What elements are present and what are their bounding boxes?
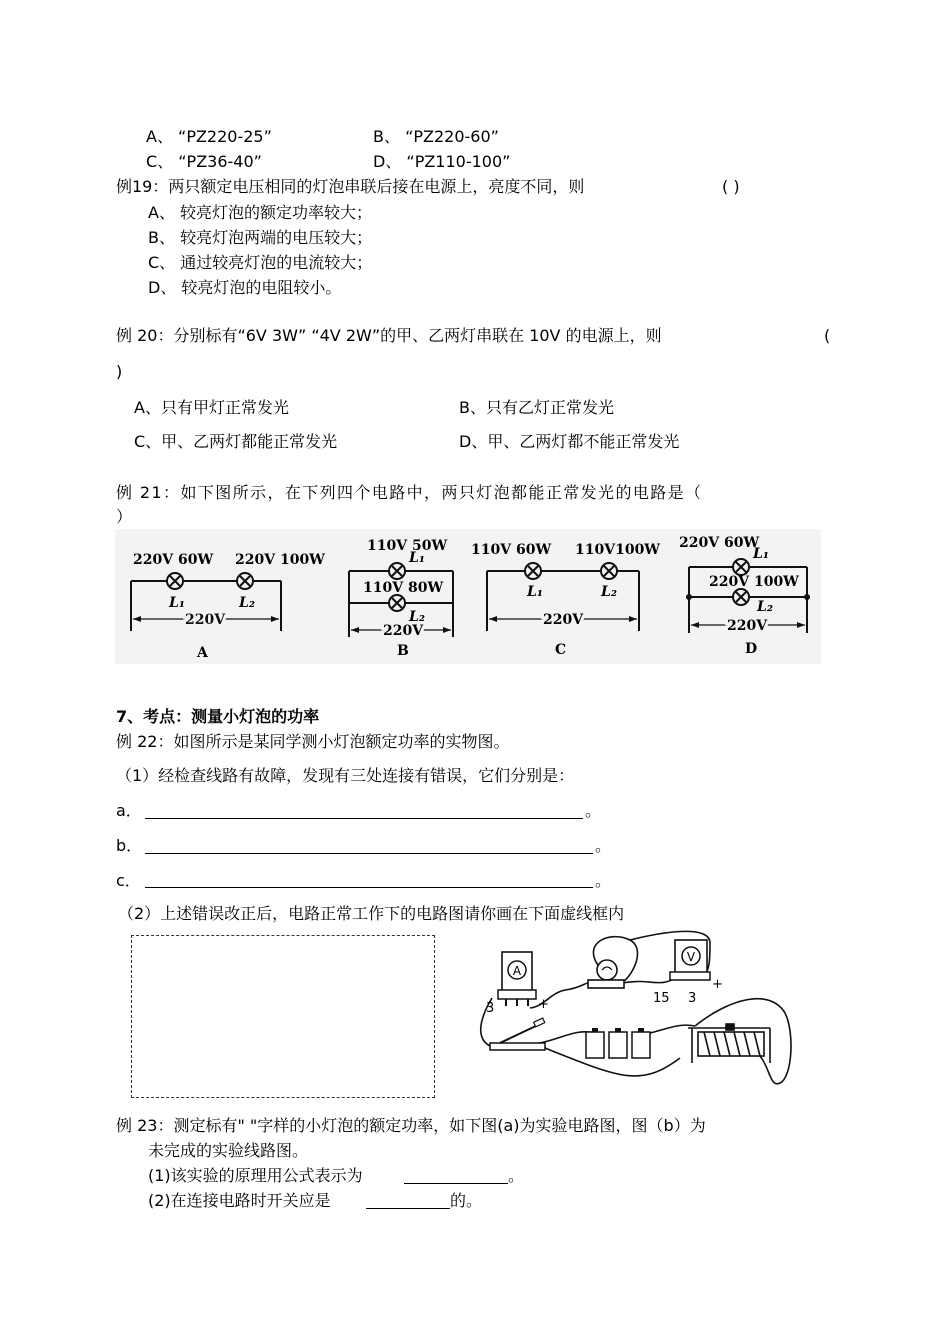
circuit-b-lamp2-rating: 110V 80W <box>363 580 444 596</box>
circuit-c-supply: 220V <box>543 612 584 628</box>
circuit-a-supply: 220V <box>185 612 226 628</box>
circuit-d-l1: L₁ <box>753 546 769 562</box>
q19-stem: 例19：两只额定电压相同的灯泡串联后接在电源上，亮度不同，则 <box>116 177 585 196</box>
circuit-c-l1: L₁ <box>527 584 543 600</box>
voltmeter-terminal-15: 15 <box>653 991 670 1006</box>
circuit-d-l2: L₂ <box>757 599 773 615</box>
q23-stem-line2: 未完成的实验线路图。 <box>148 1141 309 1160</box>
q18-option-a: A、 “PZ220-25” <box>146 127 272 146</box>
circuit-a-lamp1-rating: 220V 60W <box>133 552 214 568</box>
circuit-b-l1: L₁ <box>409 550 425 566</box>
section-7-title: 7、考点：测量小灯泡的功率 <box>116 707 320 726</box>
circuit-a-l1: L₁ <box>169 595 185 611</box>
circuit-d-supply: 220V <box>727 618 768 634</box>
q18-option-d: D、 “PZ110-100” <box>373 152 511 171</box>
circuit-a-l2: L₂ <box>239 595 255 611</box>
circuit-c-label: C <box>555 642 567 658</box>
q20-option-d: D、甲、乙两灯都不能正常发光 <box>459 432 680 451</box>
circuit-c-lamp2-rating: 110V100W <box>575 542 661 558</box>
q20-paren-open: ( <box>824 326 831 345</box>
voltmeter-terminal-3: 3 <box>688 991 697 1006</box>
q18-option-b: B、 “PZ220-60” <box>373 127 499 146</box>
circuit-c-lamp1-rating: 110V 60W <box>471 542 552 558</box>
q20-paren-close: ) <box>116 362 123 381</box>
voltmeter-label: V <box>686 950 696 964</box>
q22-part1: （1）经检查线路有故障，发现有三处连接有错误，它们分别是： <box>116 766 575 785</box>
ammeter-terminal-plus: + <box>538 997 549 1012</box>
q21-paren-close: ） <box>116 507 133 526</box>
battery-icon <box>586 1028 650 1058</box>
circuit-b-supply: 220V <box>383 623 424 639</box>
ammeter-label: A <box>512 964 522 978</box>
circuit-b-l2: L₂ <box>409 609 425 625</box>
q23-part2: (2)在连接电路时开关应是 <box>148 1191 331 1210</box>
bulb-icon <box>588 960 624 988</box>
q22-blank-c-period: 。 <box>595 871 612 890</box>
voltmeter-terminal-plus: + <box>712 977 723 992</box>
circuit-d-label: D <box>745 641 758 657</box>
q20-option-c: C、甲、乙两灯都能正常发光 <box>134 432 338 451</box>
q19-option-b: B、 较亮灯泡两端的电压较大； <box>148 228 373 247</box>
q23-part1-blank[interactable] <box>404 1183 508 1184</box>
q20-option-a: A、只有甲灯正常发光 <box>134 398 289 417</box>
q22-part2: （2）上述错误改正后，电路正常工作下的电路图请你画在下面虚线框内 <box>118 904 625 923</box>
q22-blank-c-line[interactable] <box>145 887 593 888</box>
q22-blank-a-line[interactable] <box>145 818 583 819</box>
q21-stem: 例 21：如下图所示，在下列四个电路中，两只灯泡都能正常发光的电路是（ <box>116 483 703 502</box>
circuit-d-lamp2-rating: 220V 100W <box>709 574 799 590</box>
q22-blank-c-label: c． <box>116 871 141 890</box>
q19-option-c: C、 通过较亮灯泡的电流较大； <box>148 253 373 272</box>
circuit-a-lamp2-rating: 220V 100W <box>235 552 325 568</box>
q23-stem-line1: 例 23：测定标有" "字样的小灯泡的额定功率，如下图(a)为实验电路图，图（b）为 <box>116 1116 706 1135</box>
q22-stem: 例 22：如图所示是某同学测小灯泡额定功率的实物图。 <box>116 732 510 751</box>
rheostat-icon <box>688 1024 770 1063</box>
q19-option-a: A、 较亮灯泡的额定功率较大； <box>148 203 373 222</box>
circuit-c-l2: L₂ <box>601 584 617 600</box>
q19-option-d: D、 较亮灯泡的电阻较小。 <box>148 278 342 297</box>
q20-option-b: B、只有乙灯正常发光 <box>459 398 614 417</box>
q23-part1-end: 。 <box>508 1166 525 1185</box>
q18-option-c: C、 “PZ36-40” <box>146 152 262 171</box>
circuit-b-label: B <box>397 643 409 659</box>
q22-blank-a-period: 。 <box>585 801 602 820</box>
circuit-b-lamp1-rating: 110V 50W <box>367 538 448 554</box>
switch-icon <box>490 1018 545 1050</box>
q22-blank-b-label: b． <box>116 836 143 855</box>
q23-part2-blank[interactable] <box>366 1208 450 1209</box>
q22-blank-a-label: a． <box>116 801 142 820</box>
ammeter-terminal-3: 3 <box>486 1001 495 1016</box>
circuit-d-lamp1-rating: 220V 60W <box>679 535 760 551</box>
q23-part2-end: 的。 <box>450 1191 483 1210</box>
ammeter-icon <box>498 952 536 1006</box>
q22-blank-b-line[interactable] <box>145 853 593 854</box>
q21-circuits-figure <box>115 529 821 664</box>
q20-stem: 例 20：分别标有“6V 3W” “4V 2W”的甲、乙两灯串联在 10V 的电源上，则 <box>116 326 662 345</box>
q23-part1: (1)该实验的原理用公式表示为 <box>148 1166 363 1185</box>
q22-drawing-box[interactable] <box>131 935 435 1098</box>
q22-blank-b-period: 。 <box>595 836 612 855</box>
q22-apparatus-figure <box>470 928 800 1093</box>
circuit-a-label: A <box>197 645 208 661</box>
q19-answer-paren: ( ) <box>722 177 740 196</box>
